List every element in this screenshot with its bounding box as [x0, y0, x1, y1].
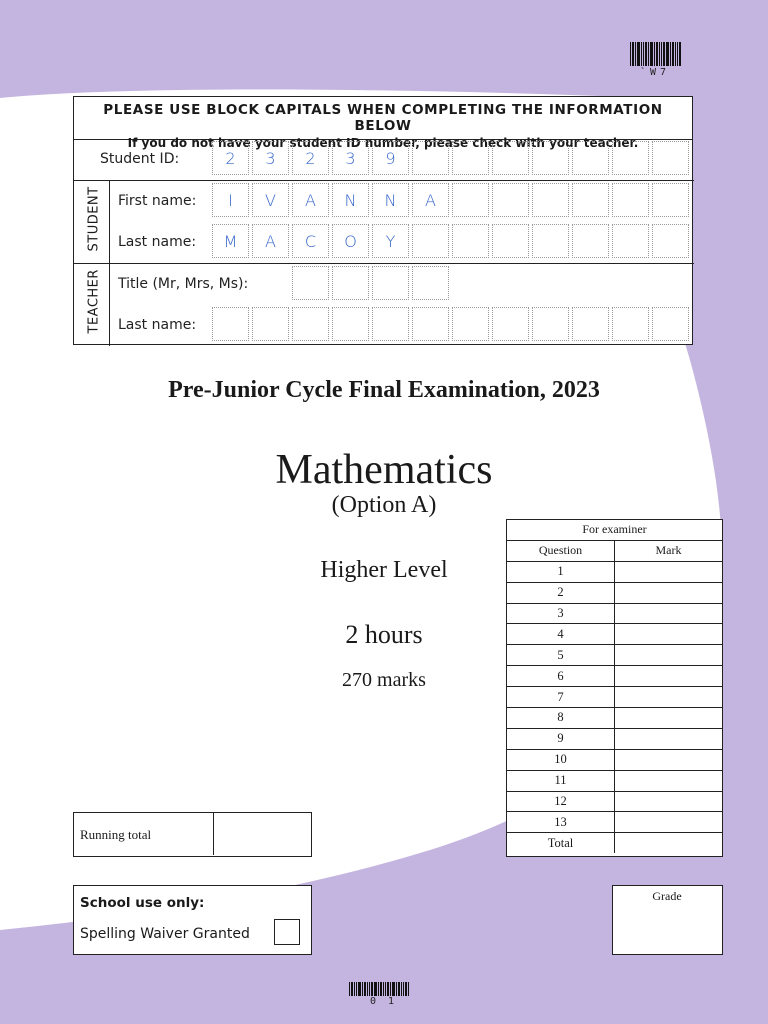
mark-cell[interactable]: [615, 624, 723, 645]
student-id-char[interactable]: [532, 141, 569, 175]
mark-cell[interactable]: [615, 666, 723, 687]
teacher-title-char[interactable]: [372, 266, 409, 300]
last-name-char[interactable]: [572, 224, 609, 258]
last-name-char[interactable]: Y: [372, 224, 409, 258]
last-name-char[interactable]: C: [292, 224, 329, 258]
teacher-title-char[interactable]: [332, 266, 369, 300]
last-name-boxes[interactable]: [212, 224, 692, 258]
table-row: [507, 561, 722, 582]
mark-header: Mark: [615, 540, 723, 561]
top-barcode: [630, 42, 682, 66]
exam-level: Higher Level: [320, 557, 448, 583]
student-id-char[interactable]: [572, 141, 609, 175]
teacher-last-name-char[interactable]: [572, 307, 609, 341]
teacher-title-char[interactable]: [412, 266, 449, 300]
last-name-char[interactable]: [452, 224, 489, 258]
question-number: 5: [507, 645, 615, 666]
mark-cell[interactable]: [615, 645, 723, 666]
table-row: [507, 728, 722, 749]
total-cell[interactable]: [615, 833, 723, 853]
teacher-last-name-char[interactable]: [292, 307, 329, 341]
first-name-char[interactable]: [532, 183, 569, 217]
first-name-label: First name:: [118, 193, 197, 209]
info-header: [74, 97, 692, 150]
teacher-title-boxes[interactable]: [292, 266, 452, 300]
exam-duration: 2 hours: [345, 620, 423, 649]
question-number: 11: [507, 770, 615, 791]
bottom-barcode: [349, 982, 410, 996]
last-name-char[interactable]: A: [252, 224, 289, 258]
question-number: 6: [507, 666, 615, 687]
table-row: [507, 749, 722, 770]
first-name-char[interactable]: N: [332, 183, 369, 217]
mark-cell[interactable]: [615, 561, 723, 582]
spelling-waiver-checkbox[interactable]: [274, 919, 300, 945]
question-number: 10: [507, 749, 615, 770]
teacher-last-name-char[interactable]: [652, 307, 689, 341]
mark-cell[interactable]: [615, 582, 723, 603]
info-subheading: If you do not have your student ID number, please check with your teacher.: [127, 136, 639, 150]
last-name-char[interactable]: [612, 224, 649, 258]
last-name-char[interactable]: M: [212, 224, 249, 258]
table-row: [507, 666, 722, 687]
examiner-title: For examiner: [507, 520, 722, 540]
first-name-char[interactable]: V: [252, 183, 289, 217]
teacher-last-name-label: Last name:: [118, 317, 197, 333]
first-name-char[interactable]: [612, 183, 649, 217]
question-number: 8: [507, 708, 615, 729]
exam-name: Pre-Junior Cycle Final Examination, 2023: [168, 377, 600, 403]
teacher-last-name-char[interactable]: [412, 307, 449, 341]
examiner-grid: [507, 520, 722, 853]
running-total-box: [73, 812, 312, 857]
teacher-section-label: TEACHER: [86, 269, 102, 334]
student-id-char[interactable]: 3: [332, 141, 369, 175]
bottom-barcode-text: 01: [370, 996, 407, 1007]
table-row: [507, 582, 722, 603]
student-section-label: STUDENT: [86, 186, 102, 252]
divider: [74, 180, 694, 181]
mark-cell[interactable]: [615, 791, 723, 812]
teacher-last-name-boxes[interactable]: [212, 307, 692, 341]
grade-box[interactable]: [612, 885, 723, 955]
table-row: [507, 687, 722, 708]
table-row: [507, 791, 722, 812]
grade-label: Grade: [652, 889, 682, 903]
teacher-title-char[interactable]: [292, 266, 329, 300]
mark-cell[interactable]: [615, 603, 723, 624]
question-number: 9: [507, 728, 615, 749]
question-number: 3: [507, 603, 615, 624]
table-row: [507, 645, 722, 666]
last-name-char[interactable]: O: [332, 224, 369, 258]
student-id-char[interactable]: [492, 141, 529, 175]
total-label: Total: [507, 833, 615, 853]
question-number: 1: [507, 561, 615, 582]
last-name-char[interactable]: [412, 224, 449, 258]
first-name-boxes[interactable]: [212, 183, 692, 217]
examiner-table: [506, 519, 723, 857]
first-name-char[interactable]: A: [292, 183, 329, 217]
first-name-char[interactable]: N: [372, 183, 409, 217]
teacher-last-name-char[interactable]: [452, 307, 489, 341]
subject-option: (Option A): [331, 492, 437, 518]
student-id-char[interactable]: 2: [212, 141, 249, 175]
student-id-label: Student ID:: [100, 151, 180, 167]
last-name-char[interactable]: [532, 224, 569, 258]
info-heading: PLEASE USE BLOCK CAPITALS WHEN COMPLETING THE INFORMATION BELOW: [103, 102, 663, 134]
spelling-waiver-label: Spelling Waiver Granted: [80, 926, 250, 942]
table-row: [507, 708, 722, 729]
running-total-field[interactable]: [213, 813, 312, 855]
table-row: [507, 770, 722, 791]
teacher-last-name-char[interactable]: [212, 307, 249, 341]
teacher-last-name-char[interactable]: [532, 307, 569, 341]
first-name-char[interactable]: I: [212, 183, 249, 217]
mark-cell[interactable]: [615, 749, 723, 770]
teacher-title-label: Title (Mr, Mrs, Ms):: [118, 276, 249, 292]
first-name-char[interactable]: [652, 183, 689, 217]
teacher-last-name-char[interactable]: [372, 307, 409, 341]
table-row: [507, 603, 722, 624]
table-row: [507, 624, 722, 645]
running-total-label: Running total: [80, 827, 152, 842]
student-id-char[interactable]: [612, 141, 649, 175]
table-row: [507, 812, 722, 833]
teacher-last-name-char[interactable]: [612, 307, 649, 341]
first-name-char[interactable]: [572, 183, 609, 217]
exam-marks: 270 marks: [342, 669, 426, 691]
question-number: 13: [507, 812, 615, 833]
first-name-char[interactable]: [492, 183, 529, 217]
first-name-char[interactable]: [452, 183, 489, 217]
last-name-char[interactable]: [492, 224, 529, 258]
top-barcode-text: `W7: [640, 67, 671, 78]
student-id-char[interactable]: 9: [372, 141, 409, 175]
subject-title: Mathematics: [275, 447, 493, 493]
student-id-char[interactable]: [452, 141, 489, 175]
question-number: 2: [507, 582, 615, 603]
student-id-char[interactable]: [412, 141, 449, 175]
student-id-char[interactable]: 3: [252, 141, 289, 175]
student-id-boxes[interactable]: [212, 141, 692, 175]
last-name-char[interactable]: [652, 224, 689, 258]
question-number: 7: [507, 687, 615, 708]
question-header: Question: [507, 540, 615, 561]
mark-cell[interactable]: [615, 728, 723, 749]
question-number: 4: [507, 624, 615, 645]
school-use-title: School use only:: [80, 895, 205, 911]
mark-cell[interactable]: [615, 812, 723, 833]
mark-cell[interactable]: [615, 687, 723, 708]
mark-cell[interactable]: [615, 708, 723, 729]
student-id-char[interactable]: 2: [292, 141, 329, 175]
question-number: 12: [507, 791, 615, 812]
total-row: [507, 833, 722, 853]
teacher-last-name-char[interactable]: [332, 307, 369, 341]
student-id-char[interactable]: [652, 141, 689, 175]
teacher-last-name-char[interactable]: [492, 307, 529, 341]
teacher-last-name-char[interactable]: [252, 307, 289, 341]
first-name-char[interactable]: A: [412, 183, 449, 217]
mark-cell[interactable]: [615, 770, 723, 791]
divider: [74, 263, 694, 264]
student-info-box: [73, 96, 693, 345]
school-use-box: [73, 885, 312, 955]
last-name-label: Last name:: [118, 234, 197, 250]
